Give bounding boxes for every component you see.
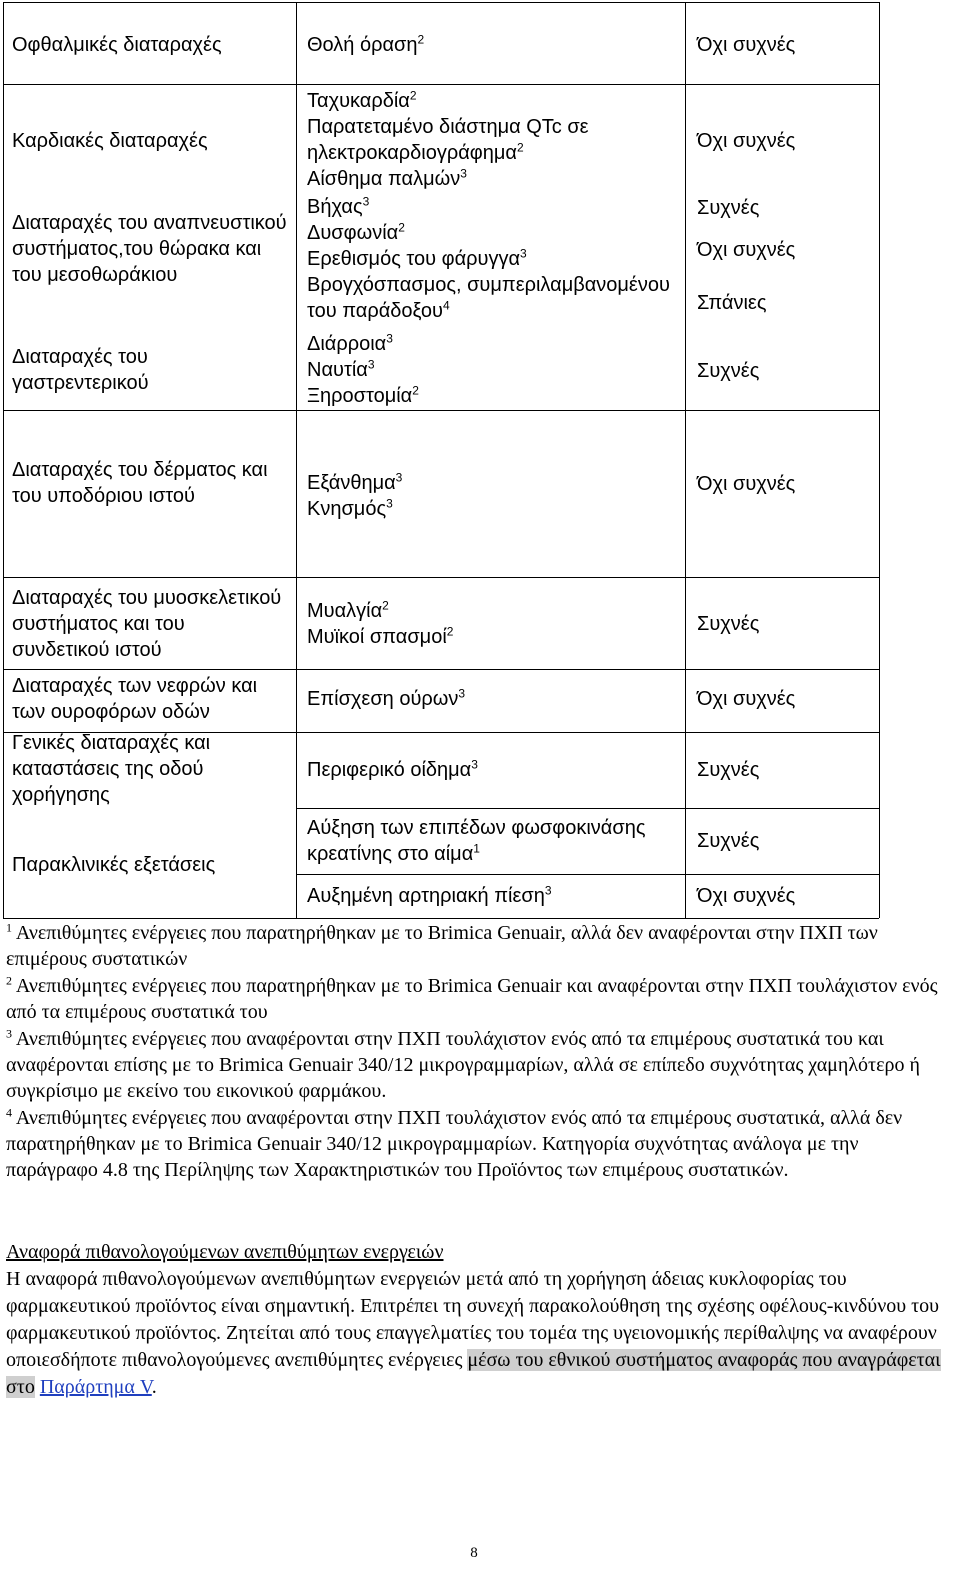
frequency-cell: Συχνές [697, 830, 760, 852]
report-highlight: μέσω του εθνικού συστήματος αναφοράς που αναγράφεται στο [6, 1349, 941, 1398]
frequency-cell: Όχι συχνές [697, 473, 796, 495]
table-border-left [3, 2, 4, 918]
frequency-cell: Όχι συχνές [697, 130, 796, 152]
reaction-cell: Εξάνθημα$^3$ Κνησμός$^3$ [307, 470, 403, 520]
reaction-cell: Ταχυκαρδία$^2$ Παρατεταμένο διάστημα QTc σε ηλεκτροκαρδιογράφημα$^2$ Αίσθημα παλμών$^3$ [307, 88, 589, 190]
table-border-right [879, 2, 880, 918]
footnote: $^3$ Ανεπιθύμητες ενέργειες που αναφέρονται στην ΠΧΠ τουλάχιστον ενός από τα επιμέρους συστατικά του και αναφέρονται επίσης με το Brimica Genuair 340/12 μικρογραμμαρίων, αλλά σε επίπεδο συχνότητας χαμηλότερο ή συγκρίσιμο με εκείνο του εικονικού φαρμάκου. [6, 1026, 920, 1102]
frequency-cell: Συχνές [697, 613, 760, 635]
frequency-cell: Όχι συχνές [697, 239, 796, 261]
reaction-cell: Αύξηση των επιπέδων φωσφοκινάσης κρεατίνης στο αίμα$^1$ [307, 817, 646, 865]
frequency-cell: Όχι συχνές [697, 688, 796, 710]
annex-v-link[interactable]: Παράρτημα V [39, 1376, 152, 1398]
soc-cell: Διαταραχές του δέρματος και του υποδόριου ιστού [12, 459, 268, 507]
soc-cell: Καρδιακές διαταραχές [12, 130, 208, 152]
footnote: $^4$ Ανεπιθύμητες ενέργειες που αναφέρονται στην ΠΧΠ τουλάχιστον ενός από τα επιμέρους συστατικά, αλλά δεν παρατηρήθηκαν με το Brimica Genuair 340/12 μικρογραμμαρίων. Κατηγορία συχνότητας ανάλογα με την παράγραφο 4.8 της Περίληψης των Χαρακτηριστικών του Προϊόντος των επιμέρους συστατικών. [6, 1105, 903, 1181]
reaction-cell: Διάρροια$^3$ Ναυτία$^3$ Ξηροστομία$^2$ [307, 331, 419, 407]
soc-cell: Διαταραχές του γαστρεντερικού [12, 346, 149, 394]
frequency-cell: Συχνές [697, 759, 760, 781]
frequency-cell: Όχι συχνές [697, 885, 796, 907]
table-col-divider [296, 2, 297, 918]
reaction-cell: Αυξημένη αρτηριακή πίεση$^3$ [307, 883, 552, 907]
reaction-cell: Βήχας$^3$ Δυσφωνία$^2$ Ερεθισμός του φάρυγγα$^3$ Βρογχόσπασμος, συμπεριλαμβανομένου του παράδοξου$^4$ [307, 194, 670, 322]
soc-cell: Διαταραχές των νεφρών και των ουροφόρων οδών [12, 675, 258, 723]
table-divider [3, 577, 879, 578]
table-border-top [3, 2, 879, 3]
table-divider [296, 874, 879, 875]
footnote: $^1$ Ανεπιθύμητες ενέργειες που παρατηρήθηκαν με το Brimica Genuair, αλλά δεν αναφέρονται στην ΠΧΠ των επιμέρους συστατικών [6, 920, 878, 970]
soc-cell: Διαταραχές του μυοσκελετικού συστήματος και του συνδετικού ιστού [12, 587, 282, 661]
table-divider [3, 669, 879, 670]
table-col-divider [685, 2, 686, 918]
soc-cell: Παρακλινικές εξετάσεις [12, 854, 216, 876]
soc-cell: Οφθαλμικές διαταραχές [12, 34, 222, 56]
page-number: 8 [470, 1545, 478, 1561]
reaction-cell: Μυαλγία$^2$ Μυϊκοί σπασμοί$^2$ [307, 598, 454, 648]
table-divider [296, 808, 879, 809]
reaction-cell: Επίσχεση ούρων$^3$ [307, 686, 466, 710]
frequency-cell: Συχνές [697, 197, 760, 219]
frequency-cell: Συχνές [697, 360, 760, 382]
frequency-cell: Όχι συχνές [697, 34, 796, 56]
footnote: $^2$ Ανεπιθύμητες ενέργειες που παρατηρήθηκαν με το Brimica Genuair και αναφέρονται στην ΠΧΠ τουλάχιστον ενός από τα επιμέρους συστατικά του [6, 973, 938, 1023]
reaction-cell: Θολή όραση$^2$ [307, 32, 425, 56]
table-divider [3, 410, 879, 411]
frequency-cell: Σπάνιες [697, 292, 767, 314]
table-divider [3, 84, 879, 85]
soc-cell: Διαταραχές του αναπνευστικού συστήματος,του θώρακα και του μεσοθωράκιου [12, 212, 287, 286]
table-border-bottom [3, 918, 879, 919]
report-body: Η αναφορά πιθανολογούμενων ανεπιθύμητων ενεργειών μετά από τη χορήγηση άδειας κυκλοφορίας του φαρμακευτικού προϊόντος είναι σημαντική. Επιτρέπει τη συνεχή παρακολούθηση της σχέσης οφέλους-κινδύνου του φαρμακευτικού προϊόντος. Ζητείται από τους επαγγελματίες του τομέα της υγειονομικής περίθαλψης να αναφέρουν οποιεσδήποτε πιθανολογούμενες ανεπιθύμητες ενέργειες μέσω του εθνικού συστήματος αναφοράς που αναγράφεται στο Παράρτημα V. [6, 1268, 941, 1398]
report-heading: Αναφορά πιθανολογούμενων ανεπιθύμητων ενεργειών [6, 1241, 444, 1263]
reaction-cell: Περιφερικό οίδημα$^3$ [307, 757, 478, 781]
soc-cell: Γενικές διαταραχές και καταστάσεις της οδού χορήγησης [12, 732, 211, 806]
